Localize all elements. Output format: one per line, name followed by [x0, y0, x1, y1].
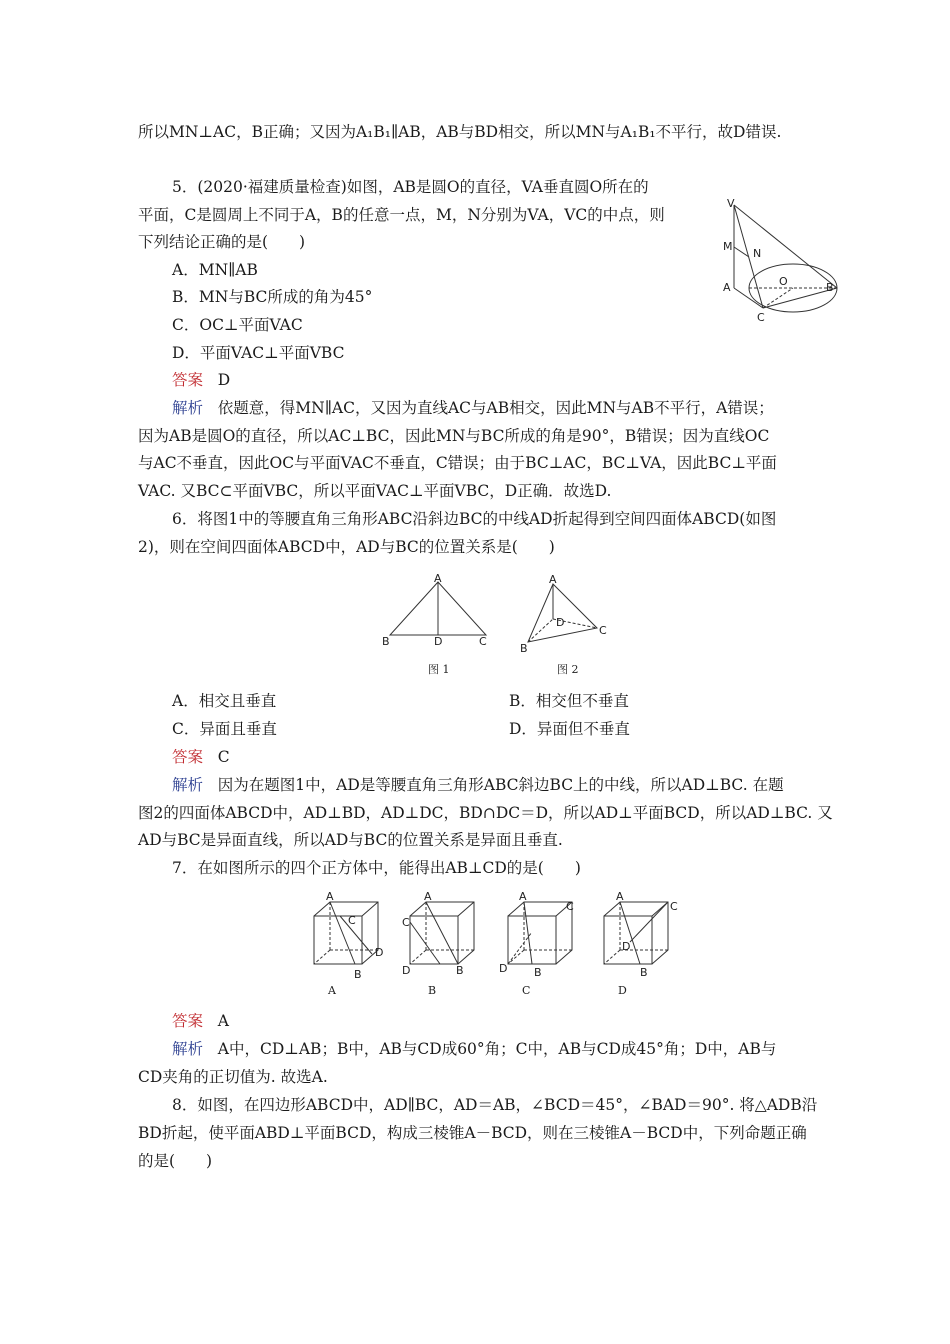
q5-analysis-line-2: 因为AB是圆O的直径，所以AC⊥BC，因此MN与BC所成的角是90°，B错误；因为直线OC — [138, 427, 770, 445]
answer-value: C — [217, 748, 230, 766]
q8-stem-line-3: 的是( ) — [138, 1152, 213, 1170]
q7-cube-b — [402, 890, 474, 997]
prev-conclusion-line: 所以MN⊥AC，B正确；又因为A₁B₁∥AB，AB与BD相交，所以MN与A₁B₁不平行，故D错误. — [138, 123, 782, 141]
q7-cube-c — [499, 890, 574, 997]
q6-analysis-line-1 — [172, 774, 784, 796]
q7-cube-d — [604, 890, 678, 997]
q5-analysis-line-1 — [172, 397, 774, 419]
q6-figure-1 — [382, 572, 487, 676]
label-b: B — [826, 281, 834, 294]
answer-label: 答案 — [172, 371, 204, 389]
cube-c-label-b: B — [534, 966, 542, 979]
q7-analysis-line-2: CD夹角的正切值为. 故选A. — [138, 1068, 328, 1086]
label-a: A — [723, 281, 731, 294]
q5-option-d: D．平面VAC⊥平面VBC — [172, 344, 345, 362]
cube-b-label-c: C — [402, 916, 410, 929]
cube-c-label-a: A — [519, 890, 527, 903]
label-m: M — [723, 240, 733, 253]
q5-stem-line-3: 下列结论正确的是( ) — [138, 233, 306, 251]
q6-option-d: D．异面但不垂直 — [509, 720, 630, 738]
analysis-text: 因为在题图1中，AD是等腰直角三角形ABC斜边BC上的中线，所以AD⊥BC. 在题 — [217, 776, 784, 794]
analysis-label: 解析 — [172, 1040, 204, 1058]
q6-option-c: C．异面且垂直 — [172, 720, 277, 738]
fig2-label-d: D — [556, 616, 565, 629]
cube-d-label-b: B — [640, 966, 648, 979]
q7-answer-row — [172, 1010, 229, 1032]
q8-stem-line-2: BD折起，使平面ABD⊥平面BCD，构成三棱锥A－BCD，则在三棱锥A－BCD中，下列命题正确 — [138, 1124, 807, 1142]
cube-d-label-a: A — [616, 890, 624, 903]
q7-analysis-line-1 — [172, 1038, 776, 1060]
fig1-label-c: C — [479, 635, 487, 648]
fig1-label-d: D — [434, 635, 443, 648]
cube-b-label-a: A — [424, 890, 432, 903]
fig1-caption: 图 1 — [428, 663, 450, 676]
q6-analysis-line-3: AD与BC是异面直线，所以AD与BC的位置关系是异面且垂直. — [138, 831, 563, 849]
q6-figures — [375, 572, 625, 682]
answer-label: 答案 — [172, 1012, 204, 1030]
q5-stem-line-2: 平面，C是圆周上不同于A，B的任意一点，M，N分别为VA，VC的中点，则 — [138, 206, 665, 224]
q5-analysis-line-3: 与AC不垂直，因此OC与平面VAC不垂直，C错误；由于BC⊥AC，BC⊥VA，因此BC⊥平面 — [138, 454, 777, 472]
q6-stem-line-1: 6．将图1中的等腰直角三角形ABC沿斜边BC的中线AD折起得到空间四面体ABCD(如图 — [172, 510, 777, 528]
cube-d-label-d: D — [622, 940, 631, 953]
q5-answer-row — [172, 369, 230, 391]
label-v: V — [727, 197, 735, 210]
q6-stem-line-2: 2)，则在空间四面体ABCD中，AD与BC的位置关系是( ) — [138, 538, 555, 556]
q6-analysis-line-2: 图2的四面体ABCD中，AD⊥BD，AD⊥DC，BD∩DC＝D，所以AD⊥平面BCD，所以AD⊥BC. 又 — [138, 804, 833, 822]
analysis-text: 依题意，得MN∥AC，又因为直线AC与AB相交，因此MN与AB不平行，A错误； — [217, 399, 774, 417]
cube-c-label-d: D — [499, 962, 508, 975]
cube-a-label-a: A — [326, 890, 334, 903]
cube-c-caption: C — [522, 984, 531, 997]
cube-b-caption: B — [428, 984, 437, 997]
q6-figure-2 — [520, 573, 607, 676]
cube-d-label-c: C — [670, 900, 678, 913]
fig2-label-a: A — [549, 573, 557, 586]
q6-answer-row — [172, 746, 230, 768]
analysis-label: 解析 — [172, 776, 204, 794]
q5-stem-line-1: 5．(2020·福建质量检查)如图，AB是圆O的直径，VA垂直圆O所在的 — [172, 178, 649, 196]
q7-stem: 7．在如图所示的四个正方体中，能得出AB⊥CD的是( ) — [172, 859, 581, 877]
label-o: O — [779, 275, 788, 288]
fig2-label-b: B — [520, 642, 528, 655]
answer-label: 答案 — [172, 748, 204, 766]
cube-c-label-c: C — [566, 900, 574, 913]
q5-option-a: A．MN∥AB — [172, 261, 258, 279]
fig2-caption: 图 2 — [557, 663, 579, 676]
label-c: C — [757, 311, 765, 324]
q5-option-b: B．MN与BC所成的角为45° — [172, 288, 373, 306]
q5-option-c: C．OC⊥平面VAC — [172, 316, 303, 334]
q7-cube-a — [314, 890, 383, 997]
fig2-label-c: C — [599, 624, 607, 637]
fig1-label-a: A — [434, 572, 442, 585]
answer-value: A — [217, 1012, 229, 1030]
q7-cubes-figure — [300, 892, 690, 1000]
q6-option-a: A．相交且垂直 — [172, 692, 277, 710]
cube-a-caption: A — [328, 984, 336, 997]
analysis-label: 解析 — [172, 399, 204, 417]
answer-value: D — [217, 371, 231, 389]
cube-a-label-c: C — [348, 914, 356, 927]
cube-b-label-d: D — [402, 964, 411, 977]
analysis-text: A中，CD⊥AB；B中，AB与CD成60°角；C中，AB与CD成45°角；D中，AB与 — [217, 1040, 777, 1058]
cube-a-label-b: B — [354, 968, 362, 981]
q5-analysis-line-4: VAC. 又BC⊂平面VBC，所以平面VAC⊥平面VBC，D正确．故选D. — [138, 482, 612, 500]
q8-stem-line-1: 8．如图，在四边形ABCD中，AD∥BC，AD＝AB，∠BCD＝45°，∠BAD＝90°. 将△ADB沿 — [172, 1096, 818, 1114]
fig1-label-b: B — [382, 635, 390, 648]
q6-option-b: B．相交但不垂直 — [509, 692, 629, 710]
cube-b-label-b: B — [456, 964, 464, 977]
label-n: N — [753, 247, 762, 260]
q5-cone-figure — [715, 195, 845, 325]
cube-d-caption: D — [618, 984, 627, 997]
cube-a-label-d: D — [375, 946, 384, 959]
